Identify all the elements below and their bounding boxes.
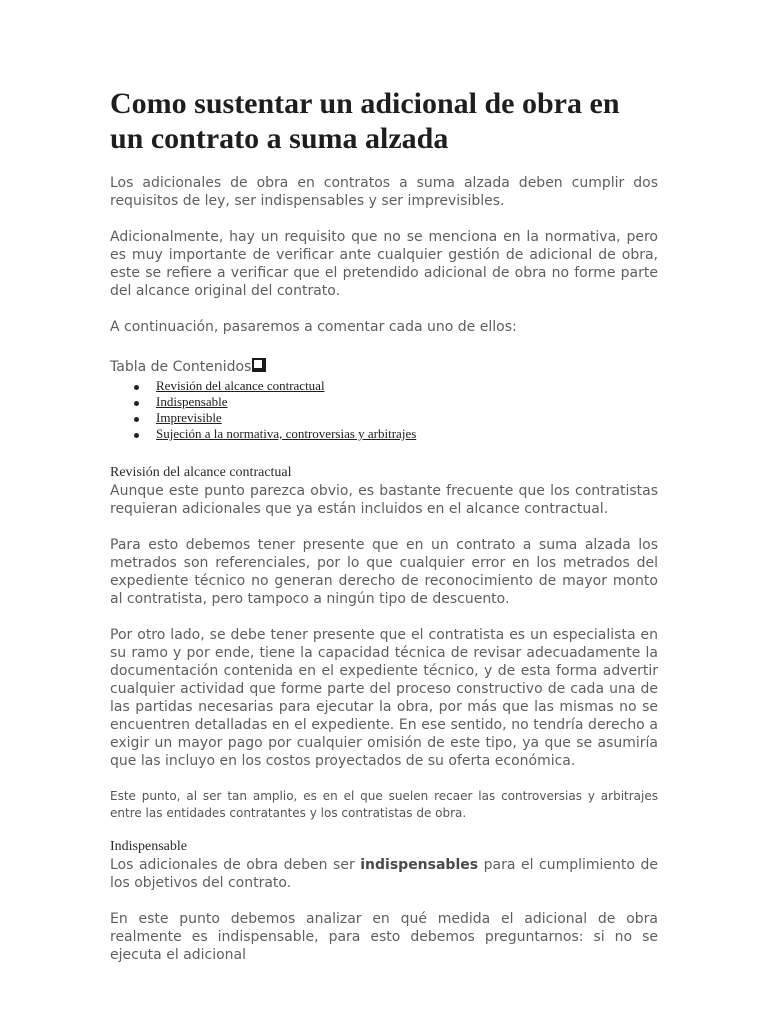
page-title: Como sustentar un adicional de obra en un contrato a suma alzada [110,87,620,155]
intro-paragraph-3: A continuación, pasaremos a comentar cada uno de ellos: [110,319,517,335]
toc-toggle-icon[interactable] [252,358,266,372]
toc-link-imprevisible[interactable]: Imprevisible [156,410,222,425]
section1-paragraph-4: Este punto, al ser tan amplio, es en el que suelen recaer las controversias y arbitrajes entre las entidades contratantes y los contratistas de obra. [110,789,658,820]
emphasis-indispensables: indispensables [360,857,479,873]
toc-title: Tabla de Contenidos [110,359,252,375]
toc-item [134,426,658,442]
table-of-contents [110,378,658,442]
section2-text-start: Los adicionales de obra deben ser [110,857,361,873]
section-heading-alcance: Revisión del alcance contractual [110,465,292,480]
intro-paragraph-2: Adicionalmente, hay un requisito que no se menciona en la normativa, pero es muy importante de verificar ante cualquier gestión de adicional de obra, este se refiere a verificar que el pretendido adicional de obra no forme parte del alcance original del contrato. [110,229,658,299]
section1-paragraph-1: Aunque este punto parezca obvio, es bastante frecuente que los contratistas requieran adicionales que ya están incluidos en el alcance contractual. [110,483,658,517]
toc-link-indispensable[interactable]: Indispensable [156,394,228,409]
section1-paragraph-3: Por otro lado, se debe tener presente que el contratista es un especialista en su ramo y por ende, tiene la capacidad técnica de revisar adecuadamente la documentación contenida en el expediente técnico, y de esta forma advertir cualquier actividad que forme parte del proceso constructivo de cada una de las partidas necesarias para ejecutar la obra, por más que las mismas no se encuentren detalladas en el expediente. En ese sentido, no tendría derecho a exigir un mayor pago por cualquier omisión de este tipo, ya que se asumiría que las incluyo en los costos proyectados de su oferta económica. [110,627,658,769]
section2-text-end: para el cumplimiento de los objetivos del contrato. [110,857,659,891]
article [110,86,658,964]
toc-link-alcance[interactable]: Revisión del alcance contractual [156,378,325,393]
toc-link-sujecion[interactable]: Sujeción a la normativa, controversias y arbitrajes [156,426,417,441]
toc-item [134,378,658,394]
section2-paragraph-2: En este punto debemos analizar en qué medida el adicional de obra realmente es indispensable, para esto debemos preguntarnos: si no se ejecuta el adicional [110,911,658,963]
toc-header [110,358,658,376]
section1-paragraph-2: Para esto debemos tener presente que en un contrato a suma alzada los metrados son referenciales, por lo que cualquier error en los metrados del expediente técnico no generan derecho de reconocimiento de mayor monto al contratista, pero tampoco a ningún tipo de descuento. [110,537,658,607]
toc-item [134,394,658,410]
toc-item [134,410,658,426]
section-heading-indispensable: Indispensable [110,839,187,854]
section2-paragraph-1 [110,856,658,892]
intro-paragraph-1: Los adicionales de obra en contratos a suma alzada deben cumplir dos requisitos de ley, ser indispensables y ser imprevisibles. [110,175,658,209]
